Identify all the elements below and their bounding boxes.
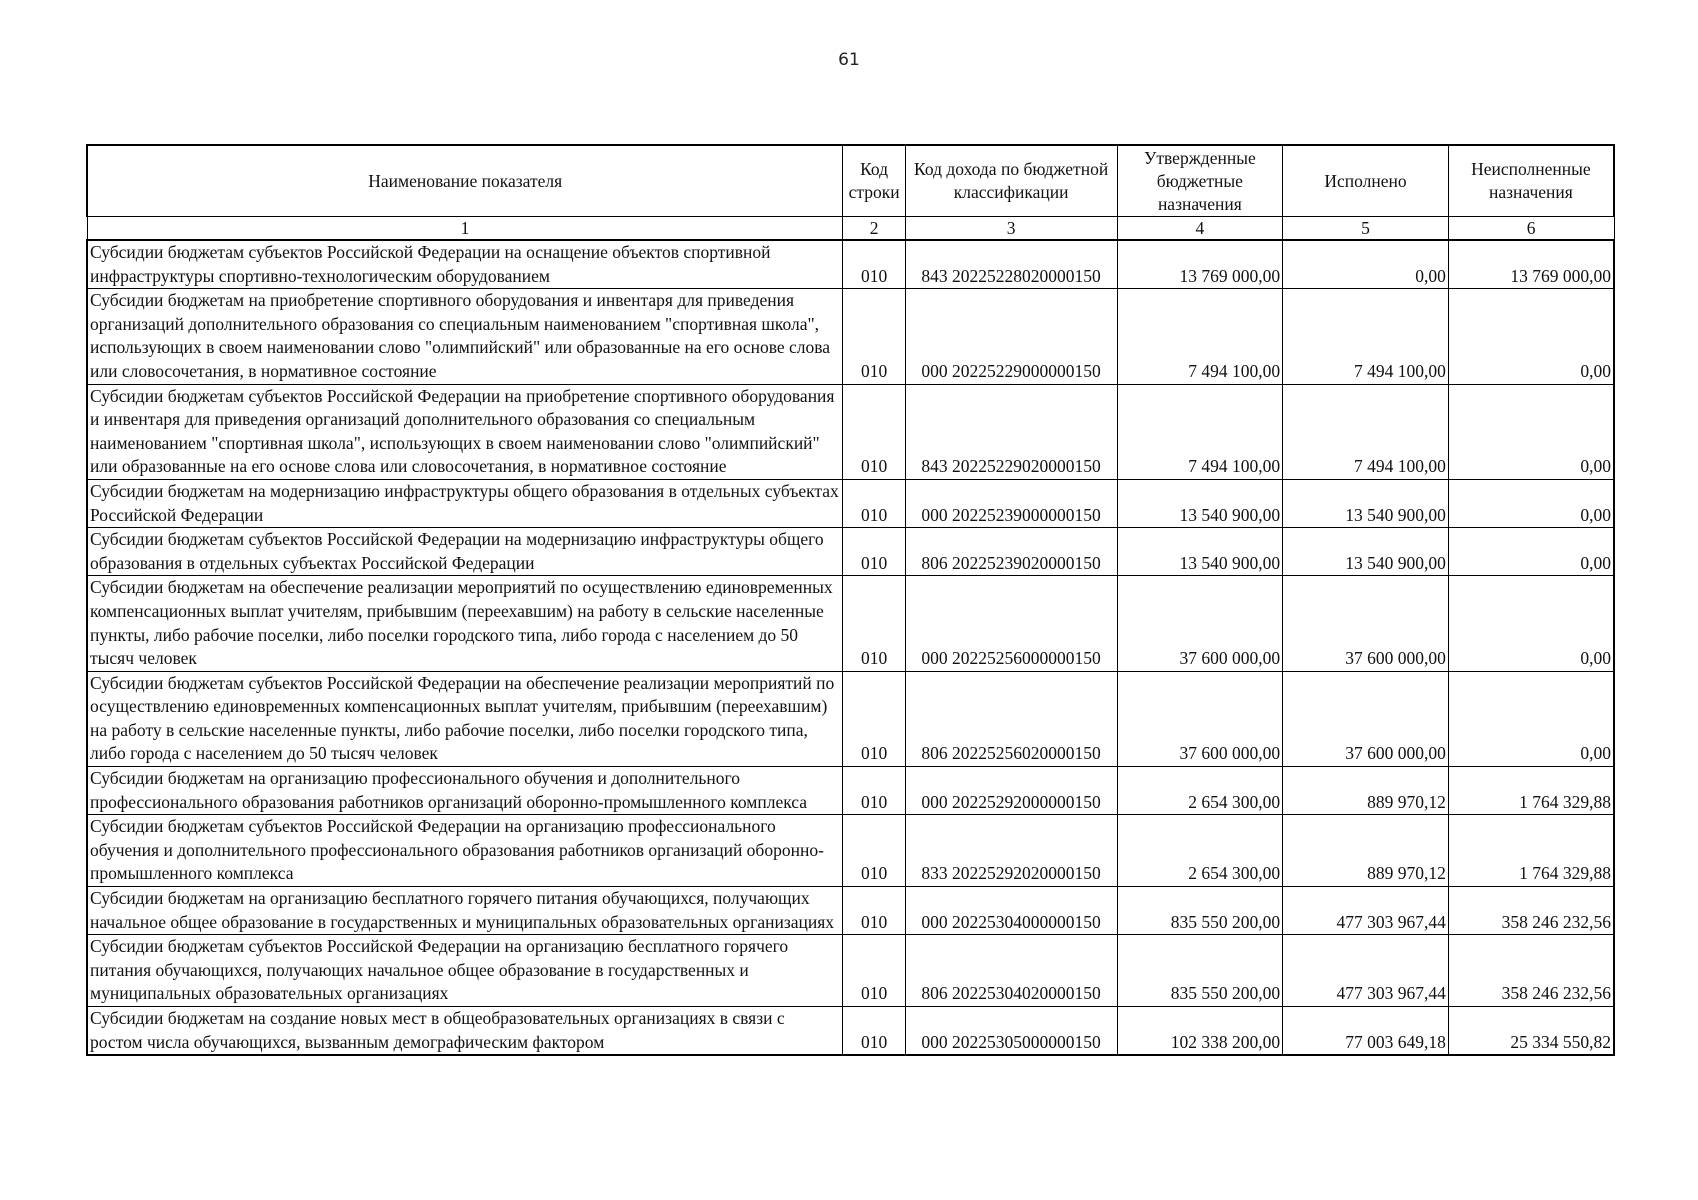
- row-income-code: 843 20225229020000150: [905, 384, 1117, 479]
- row-approved: 37 600 000,00: [1117, 671, 1283, 766]
- column-number: 6: [1448, 217, 1614, 241]
- row-income-code: 000 20225239000000150: [905, 479, 1117, 527]
- column-header-line-code: Код строки: [843, 145, 905, 217]
- row-name: Субсидии бюджетам субъектов Российской Федерации на организацию бесплатного горячего питания обучающихся, получающих начальное общее образование в государственных и муниципальных образовательных организациях: [87, 935, 843, 1007]
- row-unexecuted: 0,00: [1448, 528, 1614, 576]
- row-executed: 477 303 967,44: [1283, 935, 1449, 1007]
- row-unexecuted: 25 334 550,82: [1448, 1007, 1614, 1056]
- row-name: Субсидии бюджетам на организацию бесплатного горячего питания обучающихся, получающих начальное общее образование в государственных и муниципальных образовательных организациях: [87, 887, 843, 935]
- row-executed: 77 003 649,18: [1283, 1007, 1449, 1056]
- row-executed: 7 494 100,00: [1283, 384, 1449, 479]
- row-approved: 13 769 000,00: [1117, 240, 1283, 289]
- row-name: Субсидии бюджетам субъектов Российской Федерации на модернизацию инфраструктуры общего образования в отдельных субъектах Российской Федерации: [87, 528, 843, 576]
- row-unexecuted: 358 246 232,56: [1448, 935, 1614, 1007]
- row-executed: 889 970,12: [1283, 767, 1449, 815]
- row-income-code: 000 20225305000000150: [905, 1007, 1117, 1056]
- row-approved: 7 494 100,00: [1117, 289, 1283, 384]
- table-row: [87, 815, 1614, 887]
- row-approved: 2 654 300,00: [1117, 815, 1283, 887]
- column-number: 5: [1283, 217, 1449, 241]
- row-name: Субсидии бюджетам субъектов Российской Федерации на оснащение объектов спортивной инфраструктуры спортивно-технологическим оборудованием: [87, 240, 843, 289]
- row-line-code: 010: [843, 289, 905, 384]
- row-line-code: 010: [843, 671, 905, 766]
- row-line-code: 010: [843, 479, 905, 527]
- row-approved: 13 540 900,00: [1117, 479, 1283, 527]
- row-unexecuted: 0,00: [1448, 576, 1614, 671]
- column-header-executed: Исполнено: [1283, 145, 1449, 217]
- column-header-unexecuted: Неисполненные назначения: [1448, 145, 1614, 217]
- row-line-code: 010: [843, 815, 905, 887]
- row-line-code: 010: [843, 935, 905, 1007]
- table-row: [87, 289, 1614, 384]
- column-header-income-code: Код дохода по бюджетной классификации: [905, 145, 1117, 217]
- row-unexecuted: 0,00: [1448, 671, 1614, 766]
- row-income-code: 806 20225256020000150: [905, 671, 1117, 766]
- table-row: [87, 1007, 1614, 1056]
- row-name: Субсидии бюджетам субъектов Российской Федерации на приобретение спортивного оборудования и инвентаря для приведения организаций дополнительного образования со специальным наименованием "спортивная школа", использующих в своем наименовании слово "олимпийский" или образованные на его основе слова или словосочетания, в нормативное состояние: [87, 384, 843, 479]
- table-row: [87, 671, 1614, 766]
- row-executed: 889 970,12: [1283, 815, 1449, 887]
- row-executed: 7 494 100,00: [1283, 289, 1449, 384]
- row-unexecuted: 358 246 232,56: [1448, 887, 1614, 935]
- column-number: 1: [87, 217, 843, 241]
- row-income-code: 000 20225304000000150: [905, 887, 1117, 935]
- row-line-code: 010: [843, 576, 905, 671]
- column-header-approved: Утвержденные бюджетные назначения: [1117, 145, 1283, 217]
- row-unexecuted: 0,00: [1448, 384, 1614, 479]
- table-row: [87, 767, 1614, 815]
- row-line-code: 010: [843, 528, 905, 576]
- row-line-code: 010: [843, 240, 905, 289]
- table-row: [87, 887, 1614, 935]
- row-income-code: 806 20225239020000150: [905, 528, 1117, 576]
- table-row: [87, 576, 1614, 671]
- table-row: [87, 240, 1614, 289]
- table-header-row: [87, 145, 1614, 217]
- column-number: 3: [905, 217, 1117, 241]
- row-unexecuted: 13 769 000,00: [1448, 240, 1614, 289]
- row-name: Субсидии бюджетам на модернизацию инфраструктуры общего образования в отдельных субъектах Российской Федерации: [87, 479, 843, 527]
- row-approved: 13 540 900,00: [1117, 528, 1283, 576]
- row-income-code: 843 20225228020000150: [905, 240, 1117, 289]
- row-executed: 477 303 967,44: [1283, 887, 1449, 935]
- column-number: 4: [1117, 217, 1283, 241]
- row-name: Субсидии бюджетам на обеспечение реализации мероприятий по осуществлению единовременных компенсационных выплат учителям, прибывшим (переехавшим) на работу в сельские населенные пункты, либо рабочие поселки, либо поселки городского типа, либо города с населением до 50 тысяч человек: [87, 576, 843, 671]
- row-executed: 37 600 000,00: [1283, 671, 1449, 766]
- row-executed: 37 600 000,00: [1283, 576, 1449, 671]
- table-row: [87, 479, 1614, 527]
- row-line-code: 010: [843, 384, 905, 479]
- row-executed: 0,00: [1283, 240, 1449, 289]
- row-executed: 13 540 900,00: [1283, 479, 1449, 527]
- row-name: Субсидии бюджетам на приобретение спортивного оборудования и инвентаря для приведения организаций дополнительного образования со специальным наименованием "спортивная школа", использующих в своем наименовании слово "олимпийский" или образованные на его основе слова или словосочетания, в нормативное состояние: [87, 289, 843, 384]
- row-approved: 37 600 000,00: [1117, 576, 1283, 671]
- row-name: Субсидии бюджетам на создание новых мест в общеобразовательных организациях в связи с ростом числа обучающихся, вызванным демографическим фактором: [87, 1007, 843, 1056]
- column-number: 2: [843, 217, 905, 241]
- table-row: [87, 528, 1614, 576]
- column-number-row: [87, 217, 1614, 241]
- table-row: [87, 384, 1614, 479]
- row-line-code: 010: [843, 887, 905, 935]
- row-unexecuted: 0,00: [1448, 289, 1614, 384]
- budget-execution-table: [86, 144, 1615, 1056]
- row-name: Субсидии бюджетам на организацию профессионального обучения и дополнительного профессионального образования работников организаций оборонно-промышленного комплекса: [87, 767, 843, 815]
- row-executed: 13 540 900,00: [1283, 528, 1449, 576]
- row-approved: 7 494 100,00: [1117, 384, 1283, 479]
- row-income-code: 000 20225292000000150: [905, 767, 1117, 815]
- row-income-code: 000 20225256000000150: [905, 576, 1117, 671]
- row-name: Субсидии бюджетам субъектов Российской Федерации на обеспечение реализации мероприятий по осуществлению единовременных компенсационных выплат учителям, прибывшим (переехавшим) на работу в сельские населенные пункты, либо рабочие поселки, либо поселки городского типа, либо города с населением до 50 тысяч человек: [87, 671, 843, 766]
- row-income-code: 000 20225229000000150: [905, 289, 1117, 384]
- row-approved: 102 338 200,00: [1117, 1007, 1283, 1056]
- row-approved: 835 550 200,00: [1117, 887, 1283, 935]
- row-income-code: 806 20225304020000150: [905, 935, 1117, 1007]
- row-line-code: 010: [843, 1007, 905, 1056]
- row-unexecuted: 1 764 329,88: [1448, 815, 1614, 887]
- table-row: [87, 935, 1614, 1007]
- row-approved: 835 550 200,00: [1117, 935, 1283, 1007]
- column-header-name: Наименование показателя: [87, 145, 843, 217]
- row-approved: 2 654 300,00: [1117, 767, 1283, 815]
- row-unexecuted: 0,00: [1448, 479, 1614, 527]
- row-name: Субсидии бюджетам субъектов Российской Федерации на организацию профессионального обучения и дополнительного профессионального образования работников организаций оборонно-промышленного комплекса: [87, 815, 843, 887]
- row-line-code: 010: [843, 767, 905, 815]
- page-number: 61: [838, 50, 860, 70]
- row-income-code: 833 20225292020000150: [905, 815, 1117, 887]
- row-unexecuted: 1 764 329,88: [1448, 767, 1614, 815]
